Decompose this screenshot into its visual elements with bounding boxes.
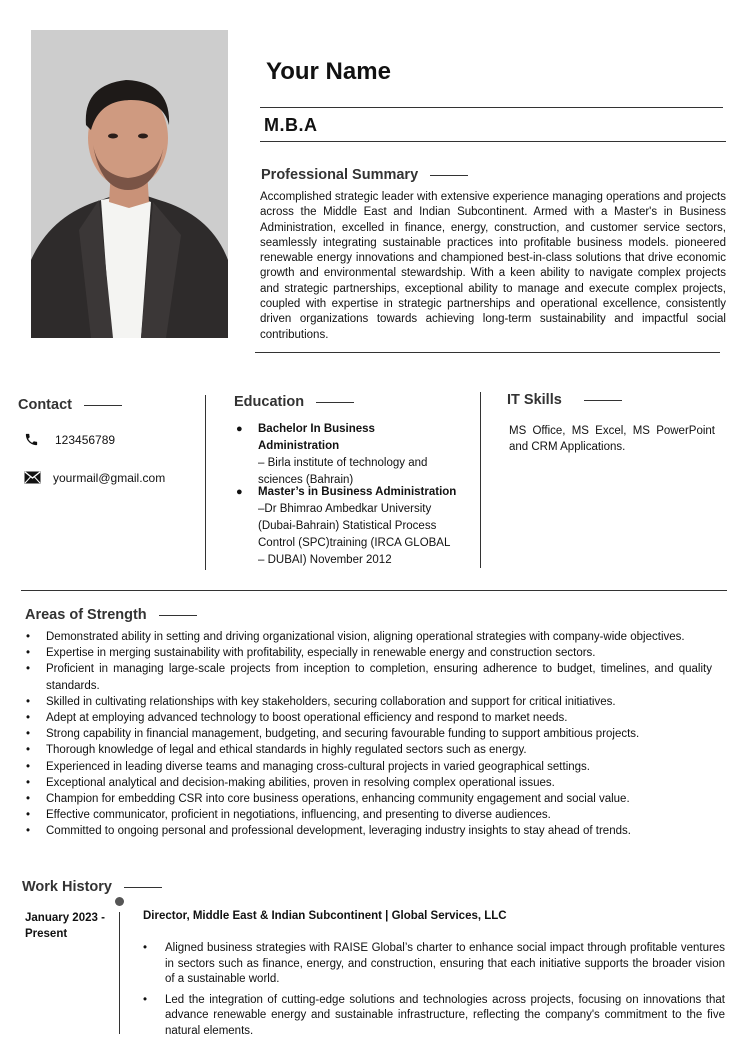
- summary-heading-text: Professional Summary: [261, 167, 419, 183]
- heading-dash: [584, 400, 622, 401]
- list-item: • Experienced in leading diverse teams and managing cross-cultural projects in varied geographical settings.: [24, 759, 712, 775]
- list-item: • Effective communicator, proficient in negotiations, influencing, and presenting to diverse audiences.: [24, 807, 712, 823]
- strength-list: [24, 629, 712, 840]
- heading-dash: [84, 405, 122, 406]
- list-item: • Exceptional analytical and decision-making abilities, proven in resolving complex operational issues.: [24, 775, 712, 791]
- education-degree: Bachelor In Business Administration: [258, 423, 375, 452]
- list-item: • Champion for embedding CSR into core business operations, enhancing community engagement and social value.: [24, 791, 712, 807]
- summary-text: Accomplished strategic leader with extensive experience managing operations and projects across the Middle East and Indian Subcontinent. Armed with a Master's in Business Administration, excelled in finance, energy, construction, and customer service sectors, seamlessly integrating sustainable practices into profitable business models. pioneered renewable energy innovations and championed best-in-class solutions that drive economic growth and environmental stewardship. With a keen ability to navigate complex projects and strategic partnerships, exceptional ability to manage and execute complex projects, coupled with expertise in strategic partnerships and operational excellence, consistently driven organizations towards achieving long-term sustainability and impactful social contributions.: [260, 191, 726, 341]
- divider-line: [260, 141, 726, 142]
- envelope-icon: [24, 471, 41, 487]
- heading-dash: [124, 887, 162, 888]
- education-detail: – Birla institute of technology and sciences (Bahrain): [258, 457, 428, 486]
- list-item: • Skilled in cultivating relationships with key stakeholders, securing collaboration and support for critical initiatives.: [24, 694, 712, 710]
- list-item: • Strong capability in financial management, budgeting, and securing favourable funding to support ambitious projects.: [24, 726, 712, 742]
- contact-heading: [18, 397, 122, 413]
- person-portrait-illustration: [31, 30, 228, 338]
- divider-line: [255, 352, 720, 353]
- education-item: [236, 484, 458, 569]
- list-item: • Demonstrated ability in setting and driving organizational vision, aligning operational strategies with company-wide objectives.: [24, 629, 712, 645]
- list-item: • Proficient in managing large-scale projects from inception to completion, ensuring adherence to budget, timelines, and quality standards.: [24, 661, 712, 693]
- it-skills-heading-text: IT Skills: [507, 392, 562, 408]
- work-heading-text: Work History: [22, 879, 112, 895]
- education-heading-text: Education: [234, 394, 305, 410]
- work-heading: [22, 879, 162, 895]
- list-item: • Committed to ongoing personal and professional development, leveraging industry insights to stay ahead of trends.: [24, 823, 712, 839]
- divider-line: [21, 590, 727, 591]
- bullet: ●: [236, 486, 243, 498]
- degree-title: M.B.A: [264, 115, 318, 135]
- contact-heading-text: Contact: [18, 397, 72, 413]
- job-bullets: [143, 941, 725, 1044]
- phone-icon: [24, 432, 39, 450]
- it-skills-heading: [507, 392, 622, 408]
- education-heading: [234, 394, 354, 410]
- job-role: Director, Middle East & Indian Subcontinent | Global Services, LLC: [143, 910, 507, 922]
- heading-dash: [430, 175, 468, 176]
- education-detail: –Dr Bhimrao Ambedkar University (Dubai-Bahrain) Statistical Process Control (SPC)training (IRCA GLOBAL – DUBAI) November 2012: [258, 503, 450, 566]
- timeline-dot: [115, 897, 124, 906]
- job-date: January 2023 - Present: [25, 912, 105, 940]
- strength-heading: [25, 607, 197, 623]
- phone-number: 123456789: [55, 433, 116, 447]
- heading-dash: [159, 615, 197, 616]
- profile-photo: [31, 30, 228, 338]
- list-item: • Expertise in merging sustainability with profitability, especially in renewable energy and construction sectors.: [24, 645, 712, 661]
- divider-line: [260, 107, 723, 108]
- summary-heading: [261, 167, 468, 183]
- strength-heading-text: Areas of Strength: [25, 607, 147, 623]
- email-address[interactable]: yourmail@gmail.com: [53, 471, 166, 485]
- timeline-line: [119, 912, 120, 1034]
- education-item: [236, 421, 458, 489]
- it-skills-text: MS Office, MS Excel, MS PowerPoint and CRM Applications.: [509, 425, 715, 453]
- list-item: • Thorough knowledge of legal and ethical standards in highly regulated sectors such as energy.: [24, 742, 712, 758]
- list-item: • Aligned business strategies with RAISE Global’s charter to enhance social impact through profitable ventures in sectors such as finance, energy, and construction, ensuring that each initiative supports the broader vision of a sustainable world.: [143, 941, 725, 988]
- column-divider: [205, 395, 206, 570]
- bullet: ●: [236, 423, 243, 435]
- candidate-name: Your Name: [266, 58, 391, 85]
- education-degree: Master’s in Business Administration: [258, 486, 457, 498]
- heading-dash: [316, 402, 354, 403]
- list-item: • Adept at employing advanced technology to boost operational efficiency and respond to market needs.: [24, 710, 712, 726]
- list-item: • Led the integration of cutting-edge solutions and technologies across projects, focusing on innovations that advance renewable energy and sustainable infrastructure, reflecting the company's commitment to the five natural elements.: [143, 993, 725, 1040]
- column-divider: [480, 392, 481, 568]
